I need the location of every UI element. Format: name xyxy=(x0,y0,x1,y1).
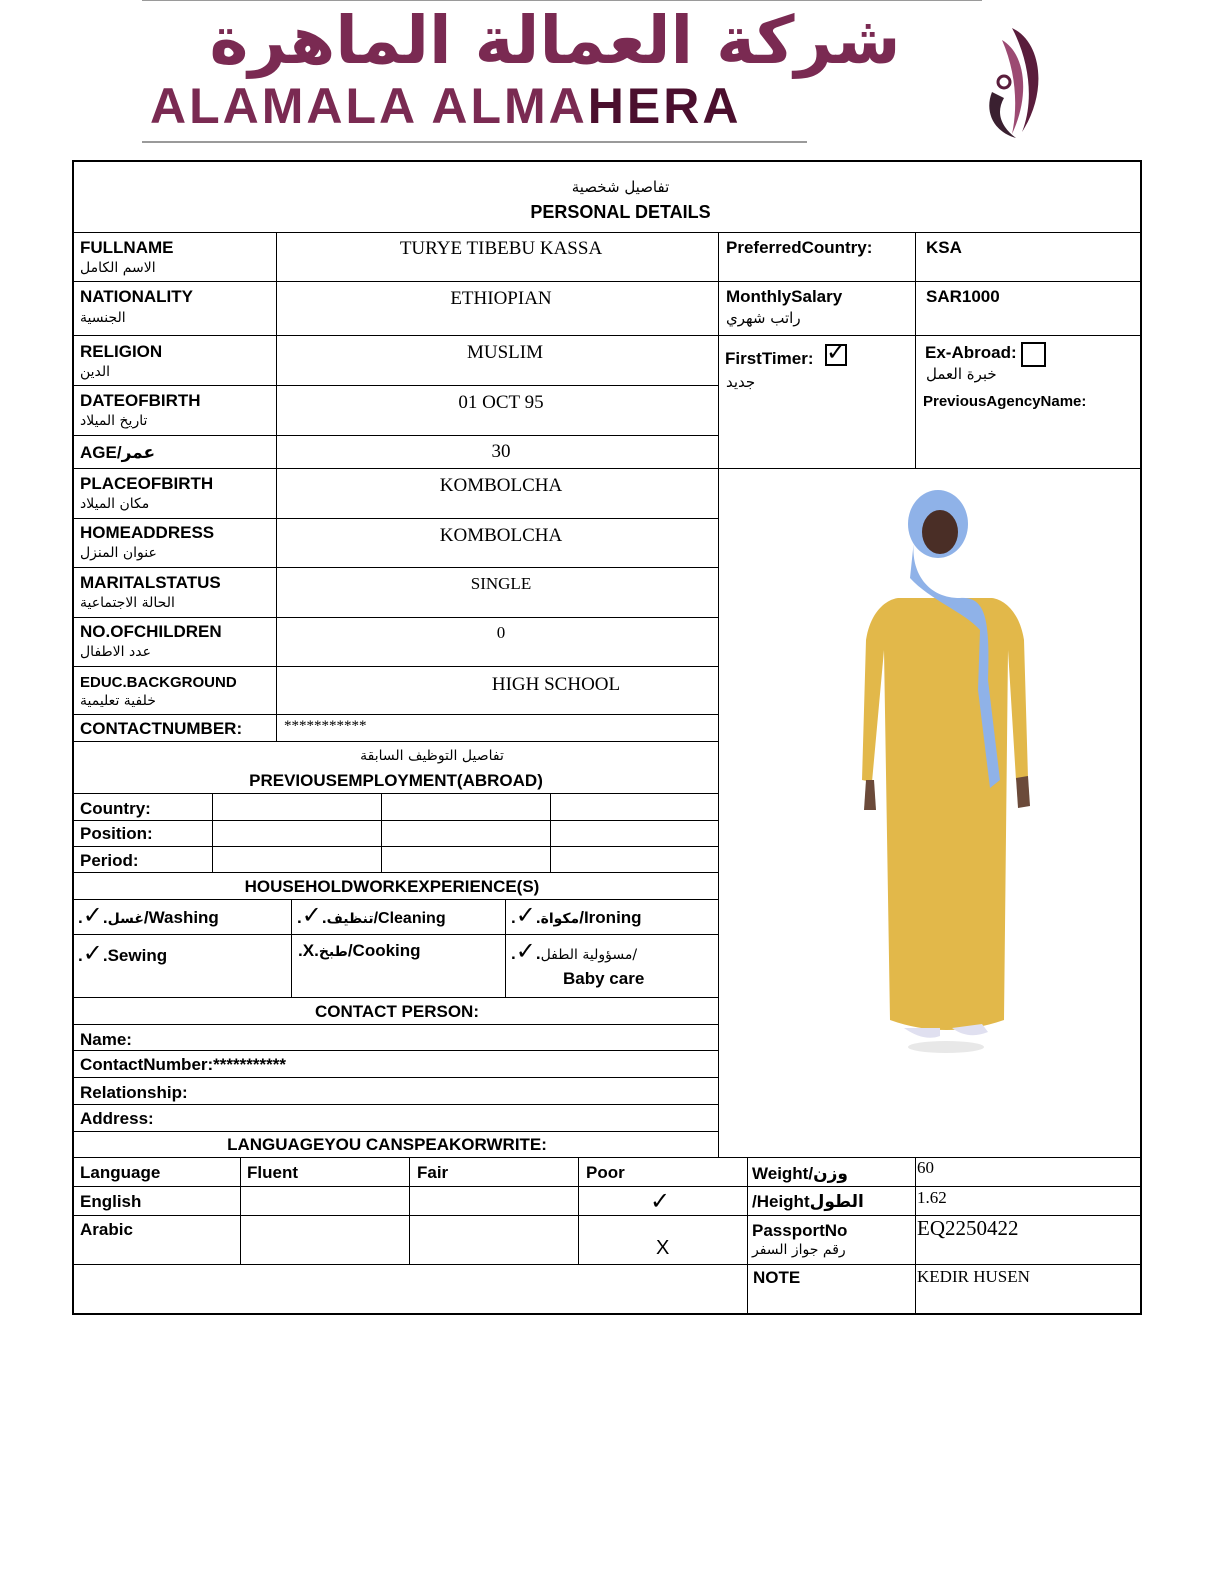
divider xyxy=(72,468,1142,469)
logo-arabic-text: شركة العمالة الماهرة xyxy=(209,2,901,79)
lang-english-poor-check-icon: ✓ xyxy=(650,1187,671,1215)
religion-label: RELIGION xyxy=(80,342,163,361)
contact-number-label: CONTACTNUMBER: xyxy=(80,719,243,738)
marital-value: SINGLE xyxy=(470,574,532,593)
divider xyxy=(381,793,382,872)
preferred-country-label: PreferredCountry: xyxy=(726,238,873,257)
children-arabic: عدد الاطفال xyxy=(80,644,151,660)
divider xyxy=(72,232,1142,233)
divider xyxy=(72,1186,1142,1187)
preferred-country-value: KSA xyxy=(926,238,962,257)
divider xyxy=(915,232,916,468)
ex-abroad-arabic: خبرة العمل xyxy=(926,365,997,383)
fullname-label: FULLNAME xyxy=(80,238,174,257)
logo-emblem-icon xyxy=(982,22,1048,144)
divider xyxy=(72,1157,1142,1158)
education-label: EDUC.BACKGROUND xyxy=(80,674,237,691)
pob-label: PLACEOFBIRTH xyxy=(80,474,214,493)
age-value: 30 xyxy=(491,441,511,462)
first-timer-check-icon: ✓ xyxy=(826,338,847,366)
skill-cleaning-label: /Cleaning xyxy=(373,910,446,927)
nationality-arabic: الجنسية xyxy=(80,310,126,326)
skill-cooking: .X.طبخ/Cooking xyxy=(298,941,421,960)
check-icon: ✓ xyxy=(515,937,536,965)
divider xyxy=(72,1077,719,1078)
dob-arabic: تاريخ الميلاد xyxy=(80,413,148,429)
divider xyxy=(72,872,719,873)
divider xyxy=(240,1157,241,1264)
skill-cleaning: .✓.تنظيف/Cleaning xyxy=(297,901,446,929)
weight-value: 60 xyxy=(917,1158,934,1177)
divider xyxy=(72,1131,719,1132)
divider xyxy=(578,1157,579,1264)
divider xyxy=(747,1157,748,1313)
skill-washing-arabic: غسل xyxy=(107,911,144,927)
skill-cleaning-arabic: تنظيف xyxy=(326,911,374,927)
dob-value: 01 OCT 95 xyxy=(458,392,544,413)
religion-value: MUSLIM xyxy=(466,342,543,363)
contact-person-title: CONTACT PERSON: xyxy=(314,1002,479,1021)
lang-arabic: Arabic xyxy=(80,1220,133,1239)
lang-header-fair: Fair xyxy=(417,1163,449,1182)
divider xyxy=(276,232,277,741)
divider xyxy=(72,714,719,715)
skill-ironing-arabic: مكواة xyxy=(540,911,580,927)
skill-washing-label: /Washing xyxy=(143,908,219,927)
applicant-photo xyxy=(840,480,1070,1060)
fullname-arabic: الاسم الكامل xyxy=(80,260,156,276)
nationality-value: ETHIOPIAN xyxy=(450,288,552,309)
education-value: HIGH SCHOOL xyxy=(491,674,621,695)
divider xyxy=(72,281,1142,282)
skill-cooking-label: /Cooking xyxy=(347,941,421,960)
household-title: HOUSEHOLDWORKEXPERIENCE(S) xyxy=(244,877,540,896)
check-icon: ✓ xyxy=(301,901,322,929)
religion-arabic: الدين xyxy=(80,364,111,380)
passport-arabic: رقم جواز السفر xyxy=(752,1242,846,1258)
divider xyxy=(72,435,719,436)
height-label: /Heightالطول xyxy=(752,1192,864,1211)
children-label: NO.OFCHILDREN xyxy=(80,622,222,641)
address-value: KOMBOLCHA xyxy=(439,525,563,546)
contact-person-address: Address: xyxy=(80,1109,154,1128)
monthly-salary-value: SAR1000 xyxy=(926,287,1000,306)
divider xyxy=(72,997,719,998)
cross-icon: X xyxy=(302,941,315,960)
marital-label: MARITALSTATUS xyxy=(80,573,221,592)
divider xyxy=(72,617,719,618)
divider xyxy=(72,1104,719,1105)
prev-employment-arabic: تفاصيل التوظيف السابقة xyxy=(360,748,504,764)
divider xyxy=(72,335,1142,336)
dob-label: DATEOFBIRTH xyxy=(80,391,201,410)
divider xyxy=(72,1024,719,1025)
divider xyxy=(72,741,719,742)
address-label: HOMEADDRESS xyxy=(80,523,215,542)
lang-header-poor: Poor xyxy=(586,1163,625,1182)
contact-number-value: *********** xyxy=(284,718,367,734)
header-arabic: تفاصيل شخصية xyxy=(571,178,670,196)
skill-cooking-arabic: طبخ xyxy=(318,944,348,960)
divider xyxy=(72,666,719,667)
divider xyxy=(72,793,719,794)
pob-arabic: مكان الميلاد xyxy=(80,496,150,512)
languages-title: LANGUAGEYOU CANSPEAKORWRITE: xyxy=(227,1135,547,1154)
check-icon: ✓ xyxy=(82,939,103,967)
first-timer-label: FirstTimer: xyxy=(725,349,814,368)
address-arabic: عنوان المنزل xyxy=(80,545,157,561)
logo-english-part2: HERA xyxy=(587,78,742,134)
check-icon: ✓ xyxy=(515,901,536,929)
ex-abroad-checkbox[interactable] xyxy=(1021,342,1046,367)
lang-header-language: Language xyxy=(80,1163,161,1182)
divider xyxy=(72,385,719,386)
pob-value: KOMBOLCHA xyxy=(439,475,563,496)
weight-label: Weight/وزن xyxy=(752,1164,848,1183)
monthly-salary-arabic: راتب شهري xyxy=(726,309,801,327)
divider xyxy=(505,899,506,997)
divider xyxy=(212,793,213,872)
prev-position-label: Position: xyxy=(80,824,153,843)
divider xyxy=(72,934,719,935)
header-title: PERSONAL DETAILS xyxy=(530,202,711,222)
divider xyxy=(915,1157,916,1313)
divider xyxy=(72,1264,1142,1265)
skill-babycare: .✓.مسؤولية الطفل/ xyxy=(511,937,638,965)
divider xyxy=(72,518,719,519)
lang-english: English xyxy=(80,1192,142,1211)
lang-header-fluent: Fluent xyxy=(247,1163,298,1182)
skill-sewing-label: Sewing xyxy=(107,946,168,965)
contact-person-number: ContactNumber:*********** xyxy=(80,1055,286,1074)
contact-person-name: Name: xyxy=(80,1030,132,1049)
marital-arabic: الحالة الاجتماعية xyxy=(80,595,175,611)
prev-country-label: Country: xyxy=(80,799,151,818)
divider xyxy=(291,899,292,997)
logo-english-part1: ALAMALA ALMA xyxy=(150,78,588,134)
note-value: KEDIR HUSEN xyxy=(917,1267,1030,1286)
ex-abroad-label: Ex-Abroad: xyxy=(925,343,1017,362)
divider xyxy=(409,1157,410,1264)
passport-label: PassportNo xyxy=(752,1221,848,1240)
prev-employment-title: PREVIOUSEMPLOYMENT(ABROAD) xyxy=(249,771,543,790)
divider xyxy=(72,820,719,821)
divider xyxy=(550,793,551,872)
children-value: 0 xyxy=(496,623,506,642)
divider xyxy=(72,899,719,900)
divider xyxy=(72,1050,719,1051)
contact-person-relationship: Relationship: xyxy=(80,1083,188,1102)
skill-ironing: .✓.مكواة/Ironing xyxy=(511,901,642,929)
prev-period-label: Period: xyxy=(80,851,139,870)
skill-babycare-label: Baby care xyxy=(563,969,645,988)
skill-sewing: .✓.Sewing xyxy=(78,939,168,967)
education-arabic: خلفية تعليمية xyxy=(80,693,156,709)
age-label: AGE/عمر xyxy=(80,443,156,462)
height-value: 1.62 xyxy=(917,1188,947,1207)
divider xyxy=(72,567,719,568)
nationality-label: NATIONALITY xyxy=(80,287,194,306)
skill-ironing-label: /Ironing xyxy=(579,908,642,927)
first-timer-arabic: جديد xyxy=(726,373,756,391)
check-icon: ✓ xyxy=(82,901,103,929)
logo-english-text xyxy=(150,80,970,132)
passport-value: EQ2250422 xyxy=(917,1216,1019,1240)
logo-bottom-line xyxy=(142,141,807,143)
divider xyxy=(72,846,719,847)
fullname-value: TURYE TIBEBU KASSA xyxy=(399,238,603,259)
lang-arabic-poor-cross-icon: X xyxy=(656,1237,670,1259)
previous-agency-label: PreviousAgencyName: xyxy=(923,393,1087,410)
skill-babycare-arabic: مسؤولية الطفل xyxy=(540,947,633,963)
skill-washing: .✓.غسل/Washing xyxy=(78,901,219,929)
note-label: NOTE xyxy=(753,1268,801,1287)
monthly-salary-label: MonthlySalary xyxy=(726,287,843,306)
